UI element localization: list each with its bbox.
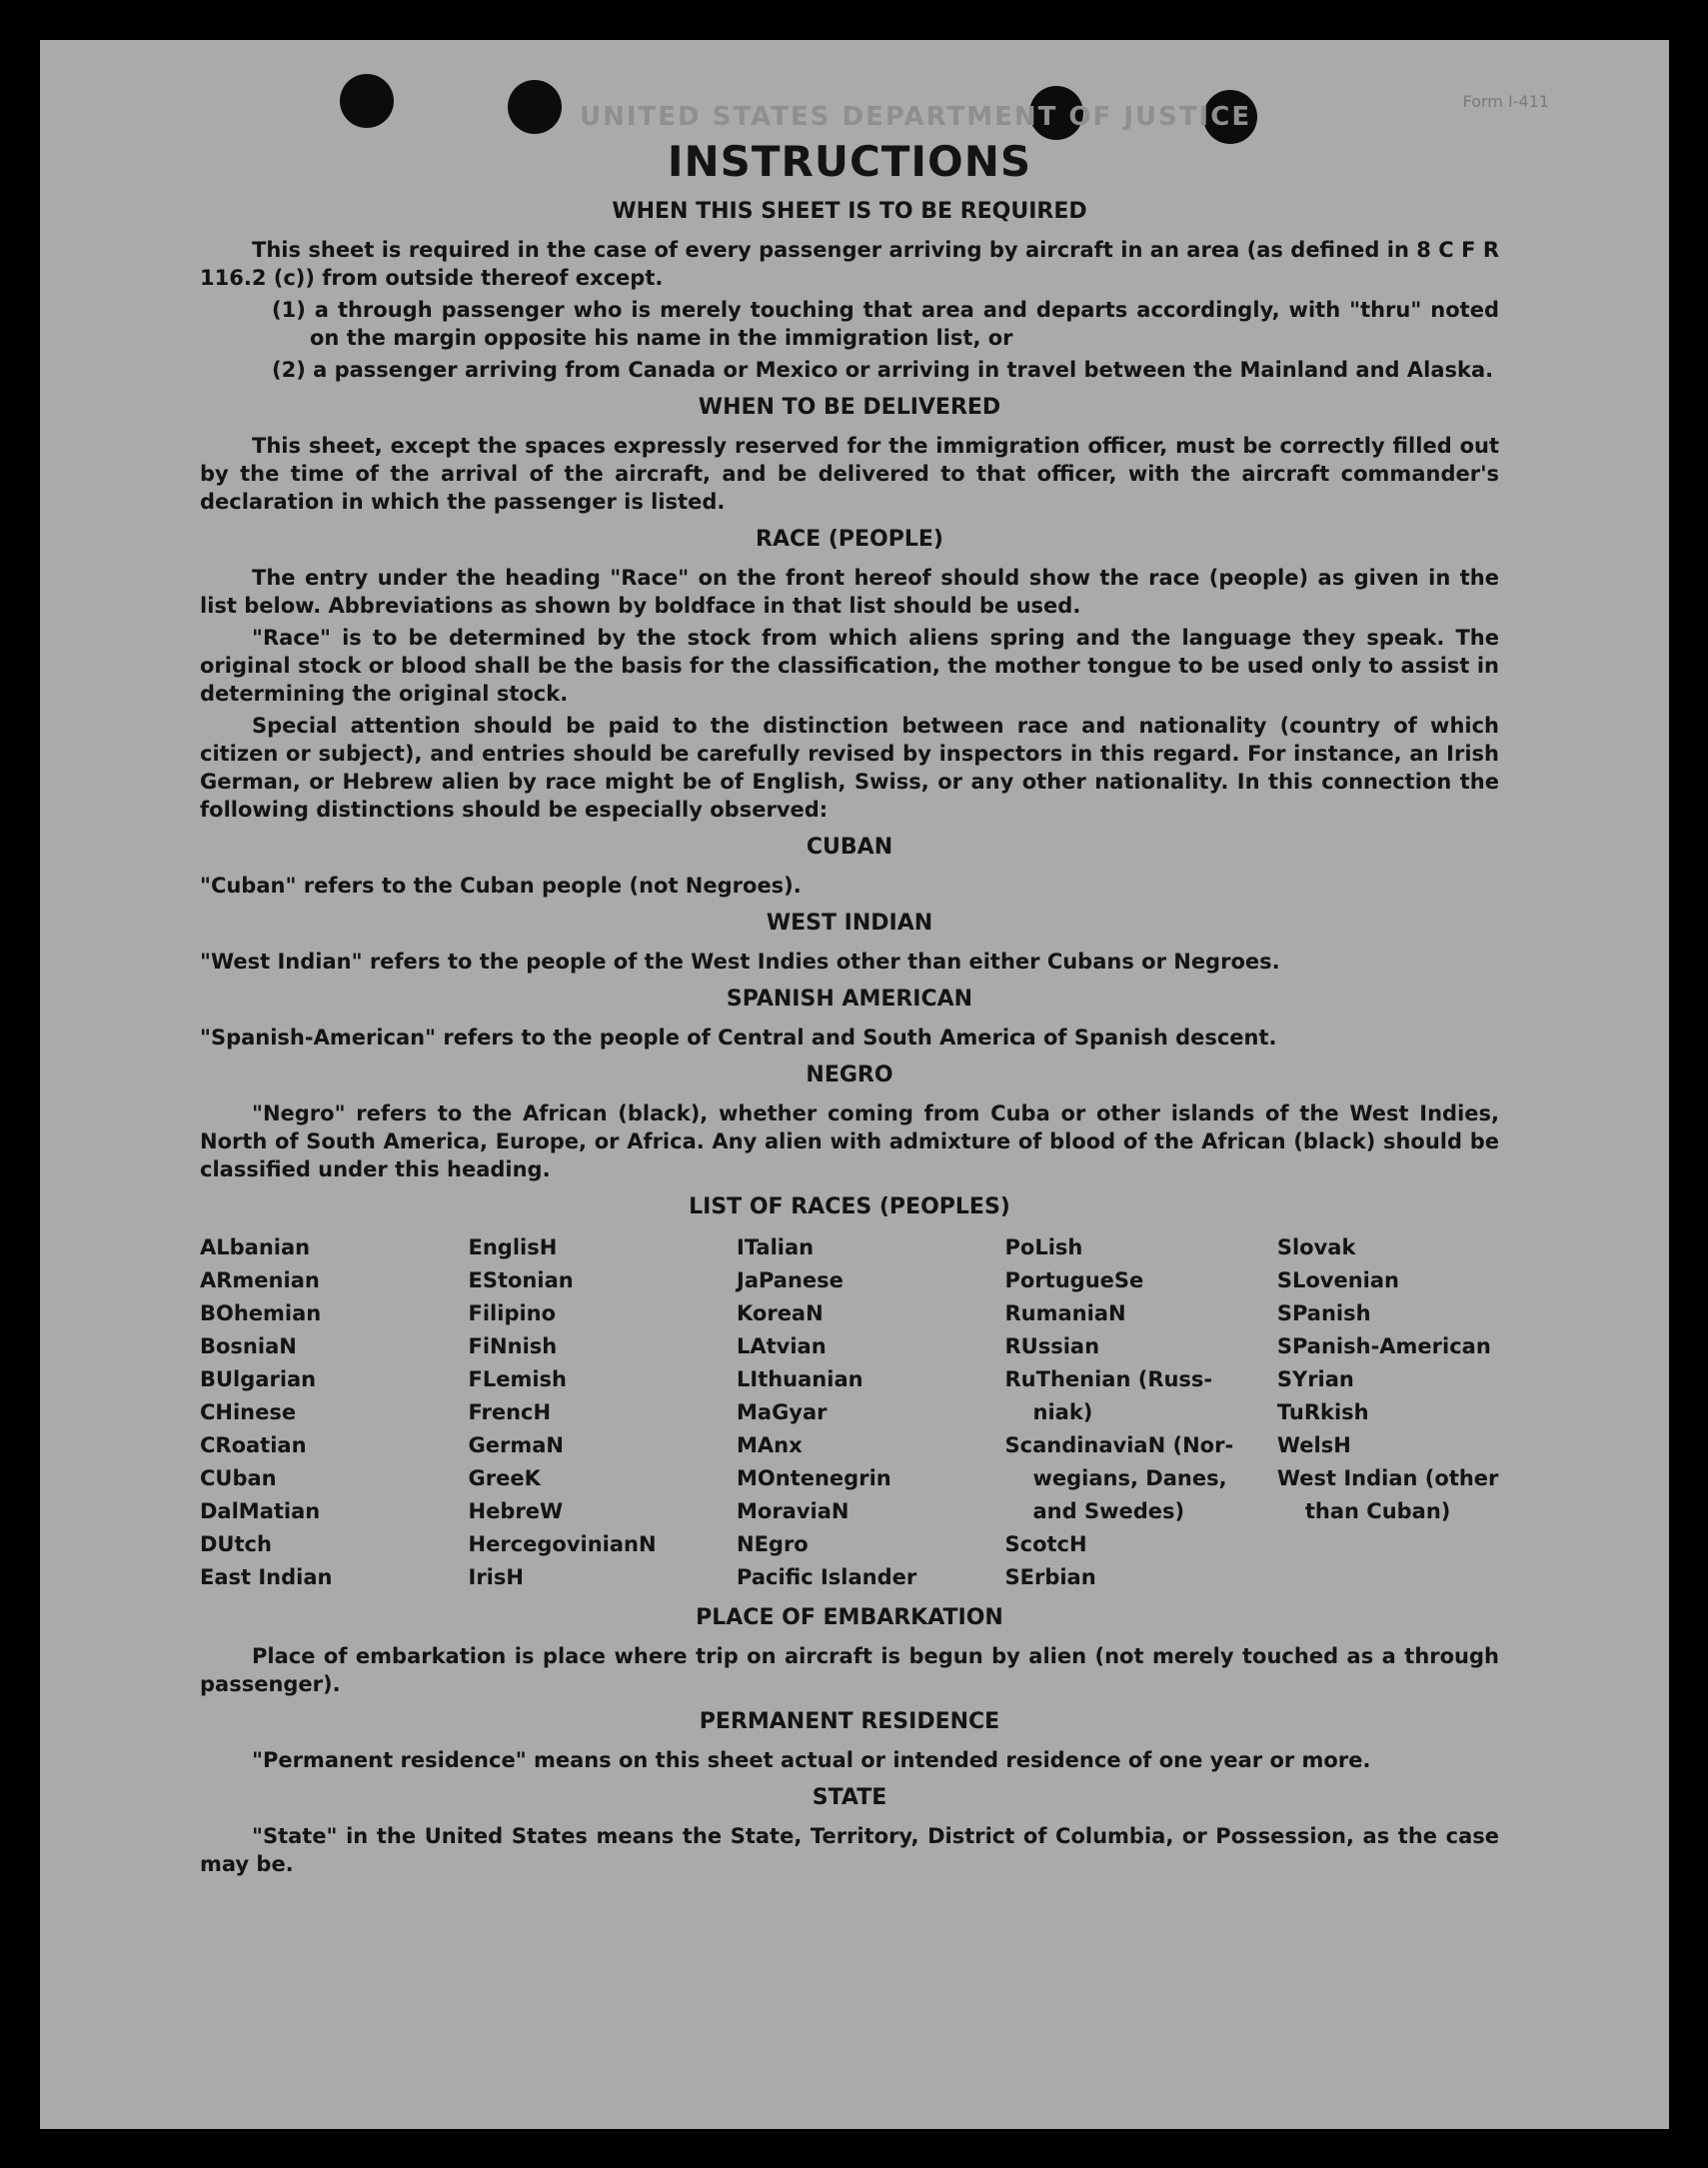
race-item: FrencH <box>468 1400 552 1424</box>
race-item: MOntenegrin <box>737 1466 891 1490</box>
heading-state: STATE <box>812 1785 887 1810</box>
race-item: ScotcH <box>1004 1532 1087 1556</box>
race-item: niak) <box>1032 1400 1093 1424</box>
heading-cuban: CUBAN <box>806 835 893 860</box>
race-list <box>200 1231 1499 1594</box>
race-column-1 <box>200 1231 469 1594</box>
race-item: CHinese <box>200 1400 297 1424</box>
when-required-intro: This sheet is required in the case of every passenger arriving by aircraft in an area (as defined in 8 C F R 116.2 (c)) from outside thereof except. <box>200 238 1499 290</box>
race-item: HebreW <box>468 1499 564 1523</box>
race-item: TuRkish <box>1276 1400 1369 1424</box>
race-item: MaGyar <box>737 1400 828 1424</box>
punch-hole <box>508 80 562 134</box>
race-item: Filipino <box>468 1301 557 1325</box>
negro-text: "Negro" refers to the African (black), whether coming from Cuba or other islands of the West Indies, North of South America, Europe, or Africa. Any alien with admixture of blood of the African (black) should be classified under this heading. <box>200 1101 1499 1181</box>
race-item: PoLish <box>1004 1235 1083 1259</box>
race-item: EnglisH <box>468 1235 558 1259</box>
race-item: HercegovinianN <box>468 1532 657 1556</box>
race-item: East Indian <box>200 1565 333 1589</box>
when-required-item-1: (1) a through passenger who is merely touching that area and departs accordingly, with "thru" noted on the margin opposite his name in the immigration list, or <box>272 298 1499 350</box>
race-column-5 <box>1277 1231 1499 1594</box>
race-item: JaPanese <box>737 1268 844 1292</box>
race-item: West Indian (other <box>1276 1466 1499 1490</box>
race-item: GreeK <box>468 1466 541 1490</box>
race-item: GermaN <box>468 1433 564 1457</box>
residence-text: "Permanent residence" means on this sheet actual or intended residence of one year or more. <box>252 1748 1371 1772</box>
bleed-through-header: UNITED STATES DEPARTMENT OF JUSTICE <box>580 102 1252 132</box>
document-sheet <box>40 40 1669 2129</box>
heading-race: RACE (PEOPLE) <box>756 527 943 552</box>
race-item: IrisH <box>468 1565 524 1589</box>
race-paragraph-2: "Race" is to be determined by the stock from which aliens spring and the language they speak. The original stock or blood shall be the basis for the classification, the mother tongue to be used only to assist in determining the original stock. <box>200 626 1499 706</box>
heading-when-delivered: WHEN TO BE DELIVERED <box>698 395 1001 420</box>
when-required-item-2: (2) a passenger arriving from Canada or Mexico or arriving in travel between the Mainland and Alaska. <box>272 358 1494 382</box>
race-item: SYrian <box>1276 1367 1354 1391</box>
race-column-4 <box>1005 1231 1277 1594</box>
race-item: RumaniaN <box>1004 1301 1126 1325</box>
race-item: Slovak <box>1276 1235 1356 1259</box>
race-item: PortugueSe <box>1004 1268 1144 1292</box>
when-delivered-text: This sheet, except the spaces expressly reserved for the immigration officer, must be correctly filled out by the time of the arrival of the aircraft, and be delivered to that officer, with the aircraft commander's declaration in which the passenger is listed. <box>200 434 1499 514</box>
race-item: SErbian <box>1004 1565 1096 1589</box>
race-item: MoraviaN <box>737 1499 850 1523</box>
heading-permanent-residence: PERMANENT RESIDENCE <box>699 1709 1000 1734</box>
embarkation-text: Place of embarkation is place where trip on aircraft is begun by alien (not merely touched as a through passenger). <box>200 1644 1499 1696</box>
race-item: SPanish <box>1276 1301 1371 1325</box>
race-item: KoreaN <box>737 1301 824 1325</box>
race-item: Pacific Islander <box>737 1565 917 1589</box>
race-item: DUtch <box>200 1532 272 1556</box>
race-item: EStonian <box>468 1268 574 1292</box>
race-item: ScandinaviaN (Nor- <box>1004 1433 1234 1457</box>
race-item: WelsH <box>1276 1433 1351 1457</box>
race-item: SPanish-American <box>1276 1334 1491 1358</box>
race-item: RuThenian (Russ- <box>1004 1367 1213 1391</box>
race-item: MAnx <box>737 1433 803 1457</box>
race-item: wegians, Danes, <box>1032 1466 1227 1490</box>
form-number: Form I-411 <box>1462 92 1549 111</box>
race-item: DalMatian <box>200 1499 321 1523</box>
race-item: and Swedes) <box>1032 1499 1185 1523</box>
heading-negro: NEGRO <box>806 1063 893 1087</box>
race-item: ARmenian <box>200 1268 320 1292</box>
spanish-american-text: "Spanish-American" refers to the people of Central and South America of Spanish descent. <box>200 1026 1277 1050</box>
race-item: than Cuban) <box>1304 1499 1451 1523</box>
race-item: NEgro <box>737 1532 809 1556</box>
heading-west-indian: WEST INDIAN <box>766 911 933 936</box>
race-item: CRoatian <box>200 1433 307 1457</box>
race-column-3 <box>737 1231 1005 1594</box>
race-item: LIthuanian <box>737 1367 863 1391</box>
race-paragraph-3: Special attention should be paid to the distinction between race and nationality (country of which citizen or subject), and entries should be carefully revised by inspectors in this regard. For instance, an Irish German, or Hebrew alien by race might be of English, Swiss, or any other nationality. In this connection the following distinctions should be especially observed: <box>200 714 1499 822</box>
race-item: CUban <box>200 1466 277 1490</box>
race-item: FLemish <box>468 1367 567 1391</box>
page-title: INSTRUCTIONS <box>667 137 1032 186</box>
race-item: ITalian <box>737 1235 815 1259</box>
race-paragraph-1: The entry under the heading "Race" on the front hereof should show the race (people) as given in the list below. Abbreviations as shown by boldface in that list should be used. <box>200 566 1499 618</box>
race-item: LAtvian <box>737 1334 827 1358</box>
heading-when-required: WHEN THIS SHEET IS TO BE REQUIRED <box>612 199 1087 224</box>
race-item: FiNnish <box>468 1334 558 1358</box>
state-text: "State" in the United States means the State, Territory, District of Columbia, or Possession, as the case may be. <box>200 1824 1499 1876</box>
heading-embarkation: PLACE OF EMBARKATION <box>696 1605 1003 1630</box>
race-item: BosniaN <box>200 1334 297 1358</box>
race-item: SLovenian <box>1276 1268 1399 1292</box>
race-item: RUssian <box>1004 1334 1100 1358</box>
race-column-2 <box>469 1231 738 1594</box>
race-item: BUlgarian <box>200 1367 317 1391</box>
west-indian-text: "West Indian" refers to the people of the West Indies other than either Cubans or Negroes. <box>200 950 1280 974</box>
race-item: ALbanian <box>200 1235 311 1259</box>
heading-spanish-american: SPANISH AMERICAN <box>726 987 973 1012</box>
heading-list-of-races: LIST OF RACES (PEOPLES) <box>689 1194 1010 1219</box>
cuban-text: "Cuban" refers to the Cuban people (not Negroes). <box>200 874 802 898</box>
race-item: BOhemian <box>200 1301 322 1325</box>
punch-hole <box>340 74 394 128</box>
